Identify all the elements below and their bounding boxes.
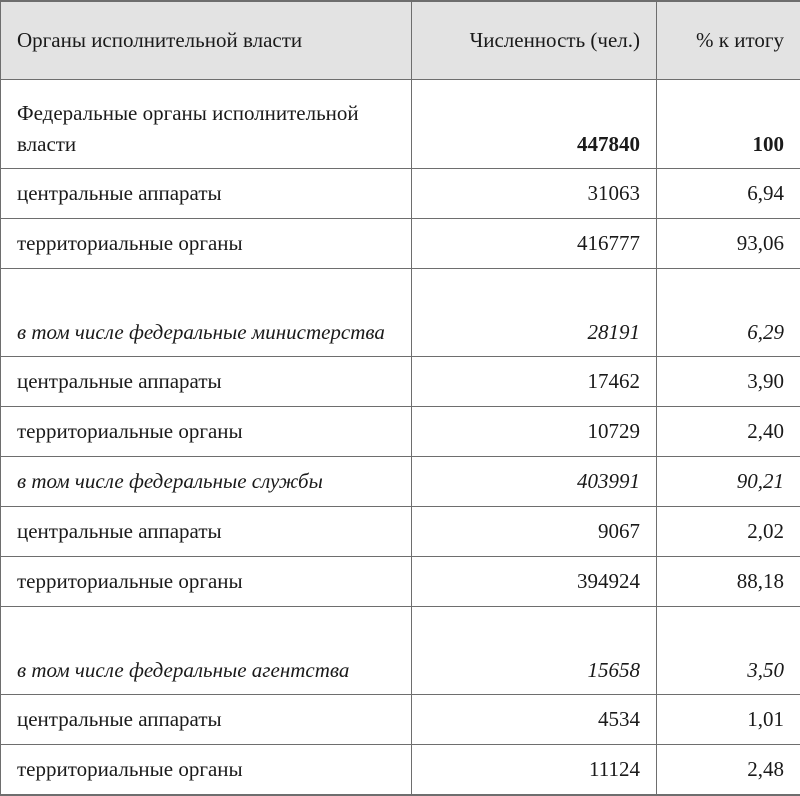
row-label: в том числе федеральные министерства [1, 269, 412, 357]
header-authorities: Органы исполнительной власти [1, 1, 412, 80]
table-row [1, 169, 800, 219]
row-percent: 2,40 [657, 407, 800, 457]
row-count: 10729 [412, 407, 657, 457]
header-count: Численность (чел.) [412, 1, 657, 80]
row-percent: 6,94 [657, 169, 800, 219]
row-count: 416777 [412, 219, 657, 269]
table-row [1, 557, 800, 607]
table-row [1, 357, 800, 407]
row-label: центральные аппараты [1, 507, 412, 557]
row-percent: 88,18 [657, 557, 800, 607]
row-label: территориальные органы [1, 219, 412, 269]
row-percent: 100 [657, 80, 800, 169]
row-label: территориальные органы [1, 407, 412, 457]
row-count: 31063 [412, 169, 657, 219]
table-row [1, 269, 800, 357]
row-percent: 6,29 [657, 269, 800, 357]
row-count: 17462 [412, 357, 657, 407]
row-label: центральные аппараты [1, 695, 412, 745]
table-row [1, 407, 800, 457]
row-count: 394924 [412, 557, 657, 607]
row-count: 11124 [412, 745, 657, 796]
row-count: 9067 [412, 507, 657, 557]
row-count: 28191 [412, 269, 657, 357]
table-row [1, 745, 800, 796]
table-row [1, 457, 800, 507]
row-percent: 2,48 [657, 745, 800, 796]
row-label: территориальные органы [1, 557, 412, 607]
row-count: 4534 [412, 695, 657, 745]
table-row [1, 607, 800, 695]
row-percent: 1,01 [657, 695, 800, 745]
row-percent: 3,90 [657, 357, 800, 407]
row-percent: 90,21 [657, 457, 800, 507]
row-count: 403991 [412, 457, 657, 507]
table-row [1, 219, 800, 269]
row-label: территориальные органы [1, 745, 412, 796]
row-label: центральные аппараты [1, 169, 412, 219]
table-row [1, 507, 800, 557]
row-count: 447840 [412, 80, 657, 169]
row-percent: 93,06 [657, 219, 800, 269]
row-label: Федеральные органы исполнительной власти [1, 80, 412, 169]
row-label: в том числе федеральные агентства [1, 607, 412, 695]
row-label: в том числе федеральные службы [1, 457, 412, 507]
header-percent: % к итогу [657, 1, 800, 80]
table-row [1, 80, 800, 169]
row-percent: 3,50 [657, 607, 800, 695]
table-header-row [1, 1, 800, 80]
row-count: 15658 [412, 607, 657, 695]
table-row [1, 695, 800, 745]
row-label: центральные аппараты [1, 357, 412, 407]
row-percent: 2,02 [657, 507, 800, 557]
